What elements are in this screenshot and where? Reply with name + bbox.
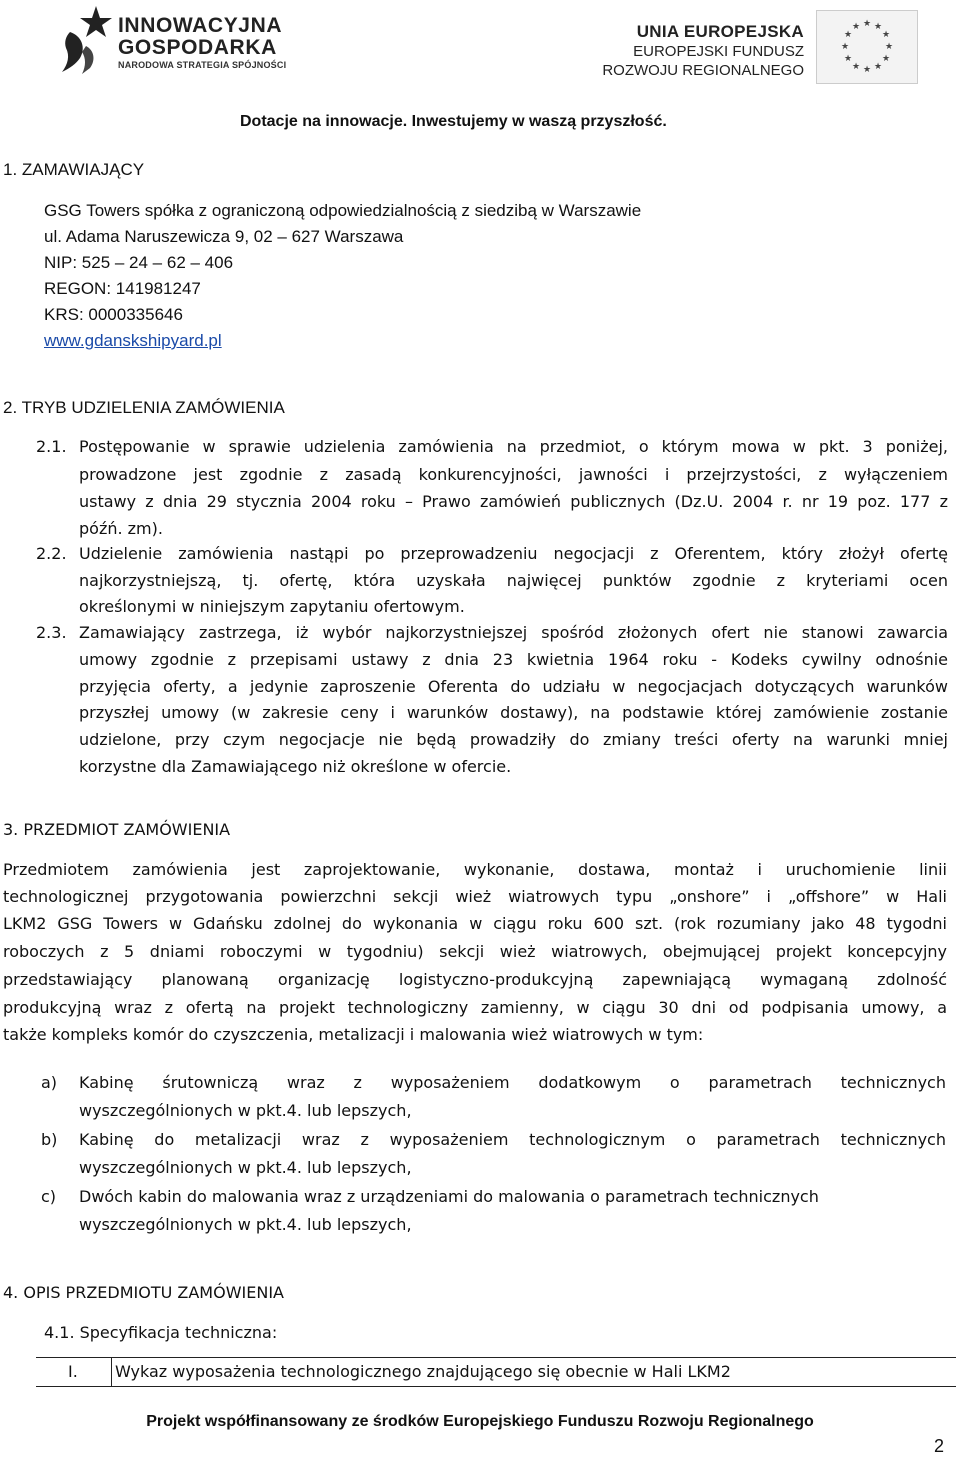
para-2-2-line: Udzielenie zamówienia nastąpi po przeprowadzeniu negocjacji z Oferentem, który złożył ofertę bbox=[79, 544, 948, 563]
para-2-2-line: najkorzystniejszą, tj. ofertę, która uzyskała najwięcej punktów zgodnie z kryteriami ocen bbox=[79, 571, 948, 590]
section-3-line: Przedmiotem zamówienia jest zaprojektowanie, wykonanie, dostawa, montaż i uruchomienie linii bbox=[3, 860, 947, 879]
section-3-line: LKM2 GSG Towers w Gdańsku zdolnej do wykonania w ciągu roku 600 szt. (rok rozumiany jako 48 tygodni bbox=[3, 914, 947, 933]
company-name: GSG Towers spółka z ograniczoną odpowiedzialnością z siedzibą w Warszawie bbox=[44, 201, 642, 220]
para-2-3-line: przyszłej umowy (w zakresie ceny i warunków dostawy), na podstawie której zamówienie zostanie bbox=[79, 703, 948, 722]
para-2-3-number: 2.3. bbox=[36, 623, 67, 642]
svg-text:★: ★ bbox=[851, 62, 861, 72]
company-website-link[interactable]: www.gdanskshipyard.pl bbox=[44, 331, 222, 350]
logo-left-line2: GOSPODARKA bbox=[118, 36, 277, 59]
para-2-3-line: Zamawiający zastrzega, iż wybór najkorzystniejszej spośród złożonych ofert nie stanowi zawarcia bbox=[79, 623, 948, 642]
tagline: Dotacje na innowacje. Inwestujemy w waszą przyszłość. bbox=[240, 113, 667, 130]
svg-text:★: ★ bbox=[862, 65, 872, 75]
section-3-line: roboczych z 5 dniami roboczymi w tygodniu) sekcji wież wiatrowych, obejmującej projekt koncepcyjny bbox=[3, 942, 947, 961]
eu-flag-icon bbox=[816, 10, 918, 84]
svg-text:★: ★ bbox=[873, 62, 883, 72]
para-2-1-line: ustawy z dnia 29 stycznia 2004 roku – Prawo zamówień publicznych (Dz.U. 2004 r. nr 19 poz. 177 z bbox=[79, 492, 948, 511]
star-emblem-icon bbox=[56, 2, 116, 76]
list-item-a-line: Kabinę śrutowniczą wraz z wyposażeniem dodatkowym o parametrach technicznych bbox=[79, 1073, 946, 1092]
section-2-heading: 2. TRYB UDZIELENIA ZAMÓWIENIA bbox=[3, 398, 285, 417]
para-2-1-line: prowadzone jest zgodnie z zasadą konkurencyjności, jawności i przejrzystości, z wyłączeniem bbox=[79, 465, 948, 484]
section-3-line: także kompleks komór do czyszczenia, metalizacji i malowania wież wiatrowych w tym: bbox=[3, 1025, 704, 1044]
page-number: 2 bbox=[934, 1436, 945, 1456]
footer-text: Projekt współfinansowany ze środków Europejskiego Funduszu Rozwoju Regionalnego bbox=[146, 1413, 814, 1430]
logo-left-line1: INNOWACYJNA bbox=[118, 14, 283, 37]
para-2-1-line: późń. zm). bbox=[79, 519, 163, 538]
section-4-subheading: 4.1. Specyfikacja techniczna: bbox=[44, 1323, 278, 1342]
para-2-3-line: umowy zgodnie z przepisami ustawy z dnia 23 kwietnia 1964 roku - Kodeks cywilny odnośnie bbox=[79, 650, 948, 669]
para-2-1-number: 2.1. bbox=[36, 437, 67, 456]
svg-text:★: ★ bbox=[843, 30, 853, 40]
para-2-3-line: przyjęcia oferty, a jedynie zaproszenie Oferenta do udziału w negocjacjach dotyczących warunków bbox=[79, 677, 948, 696]
section-3-heading: 3. PRZEDMIOT ZAMÓWIENIA bbox=[3, 820, 231, 839]
list-item-a-line: wyszczególnionych w pkt.4. lub lepszych, bbox=[79, 1101, 412, 1120]
list-item-c-line: Dwóch kabin do malowania wraz z urządzeniami do malowania o parametrach technicznych bbox=[79, 1187, 819, 1206]
logo-left-line3: NARODOWA STRATEGIA SPÓJNOŚCI bbox=[118, 60, 287, 70]
company-regon: REGON: 141981247 bbox=[44, 279, 201, 298]
para-2-2-line: określonymi w niniejszym zapytaniu ofertowym. bbox=[79, 597, 465, 616]
equipment-table-header bbox=[36, 1357, 956, 1387]
section-4-heading: 4. OPIS PRZEDMIOTU ZAMÓWIENIA bbox=[3, 1283, 284, 1302]
list-item-a-marker: a) bbox=[41, 1073, 58, 1092]
logo-right-line3: ROZWOJU REGIONALNEGO bbox=[602, 62, 804, 79]
section-1-heading: 1. ZAMAWIAJĄCY bbox=[3, 160, 145, 179]
para-2-3-line: korzystne dla Zamawiającego niż określone w ofercie. bbox=[79, 757, 512, 776]
table-row-title: Wykaz wyposażenia technologicznego znajdującego się obecnie w Hali LKM2 bbox=[115, 1362, 731, 1381]
logo-right-line1: UNIA EUROPEJSKA bbox=[636, 22, 804, 41]
svg-text:★: ★ bbox=[851, 22, 861, 32]
eu-fund-logo bbox=[602, 4, 930, 84]
svg-text:★: ★ bbox=[843, 54, 853, 64]
para-2-2-number: 2.2. bbox=[36, 544, 67, 563]
para-2-1-line: Postępowanie w sprawie udzielenia zamówienia na przedmiot, o którym mowa w pkt. 3 poniżej, bbox=[79, 437, 948, 456]
list-item-c-line: wyszczególnionych w pkt.4. lub lepszych, bbox=[79, 1215, 412, 1234]
svg-text:★: ★ bbox=[884, 42, 894, 52]
company-krs: KRS: 0000335646 bbox=[44, 305, 183, 324]
svg-text:★: ★ bbox=[881, 30, 891, 40]
para-2-3-line: udzielone, przy czym negocjacje nie będą prowadziły do zmiany treści oferty na warunki mniej bbox=[79, 730, 948, 749]
section-3-line: przedstawiający planowaną organizację logistyczno-produkcyjną zapewniającą wymaganą zdolność bbox=[3, 970, 947, 989]
list-item-b-line: Kabinę do metalizacji wraz z wyposażeniem technologicznym o parametrach technicznych bbox=[79, 1130, 946, 1149]
logo-right-line2: EUROPEJSKI FUNDUSZ bbox=[633, 43, 804, 60]
innowacyjna-gospodarka-logo bbox=[56, 2, 296, 78]
section-3-line: technologicznej przygotowania powierzchni sekcji wież wiatrowych typu „onshore” i „offshore” w Hali bbox=[3, 887, 947, 906]
list-item-b-marker: b) bbox=[41, 1130, 58, 1149]
section-3-line: produkcyjną wraz z ofertą na projekt technologiczny zamienny, w ciągu 30 dni od podpisania umowy, a bbox=[3, 998, 947, 1017]
svg-text:★: ★ bbox=[873, 22, 883, 32]
list-item-c-marker: c) bbox=[41, 1187, 57, 1206]
svg-text:★: ★ bbox=[840, 42, 850, 52]
svg-text:★: ★ bbox=[862, 19, 872, 29]
company-address: ul. Adama Naruszewicza 9, 02 – 627 Warszawa bbox=[44, 227, 404, 246]
table-row-number: I. bbox=[68, 1362, 78, 1381]
company-nip: NIP: 525 – 24 – 62 – 406 bbox=[44, 253, 234, 272]
list-item-b-line: wyszczególnionych w pkt.4. lub lepszych, bbox=[79, 1158, 412, 1177]
svg-text:★: ★ bbox=[881, 54, 891, 64]
